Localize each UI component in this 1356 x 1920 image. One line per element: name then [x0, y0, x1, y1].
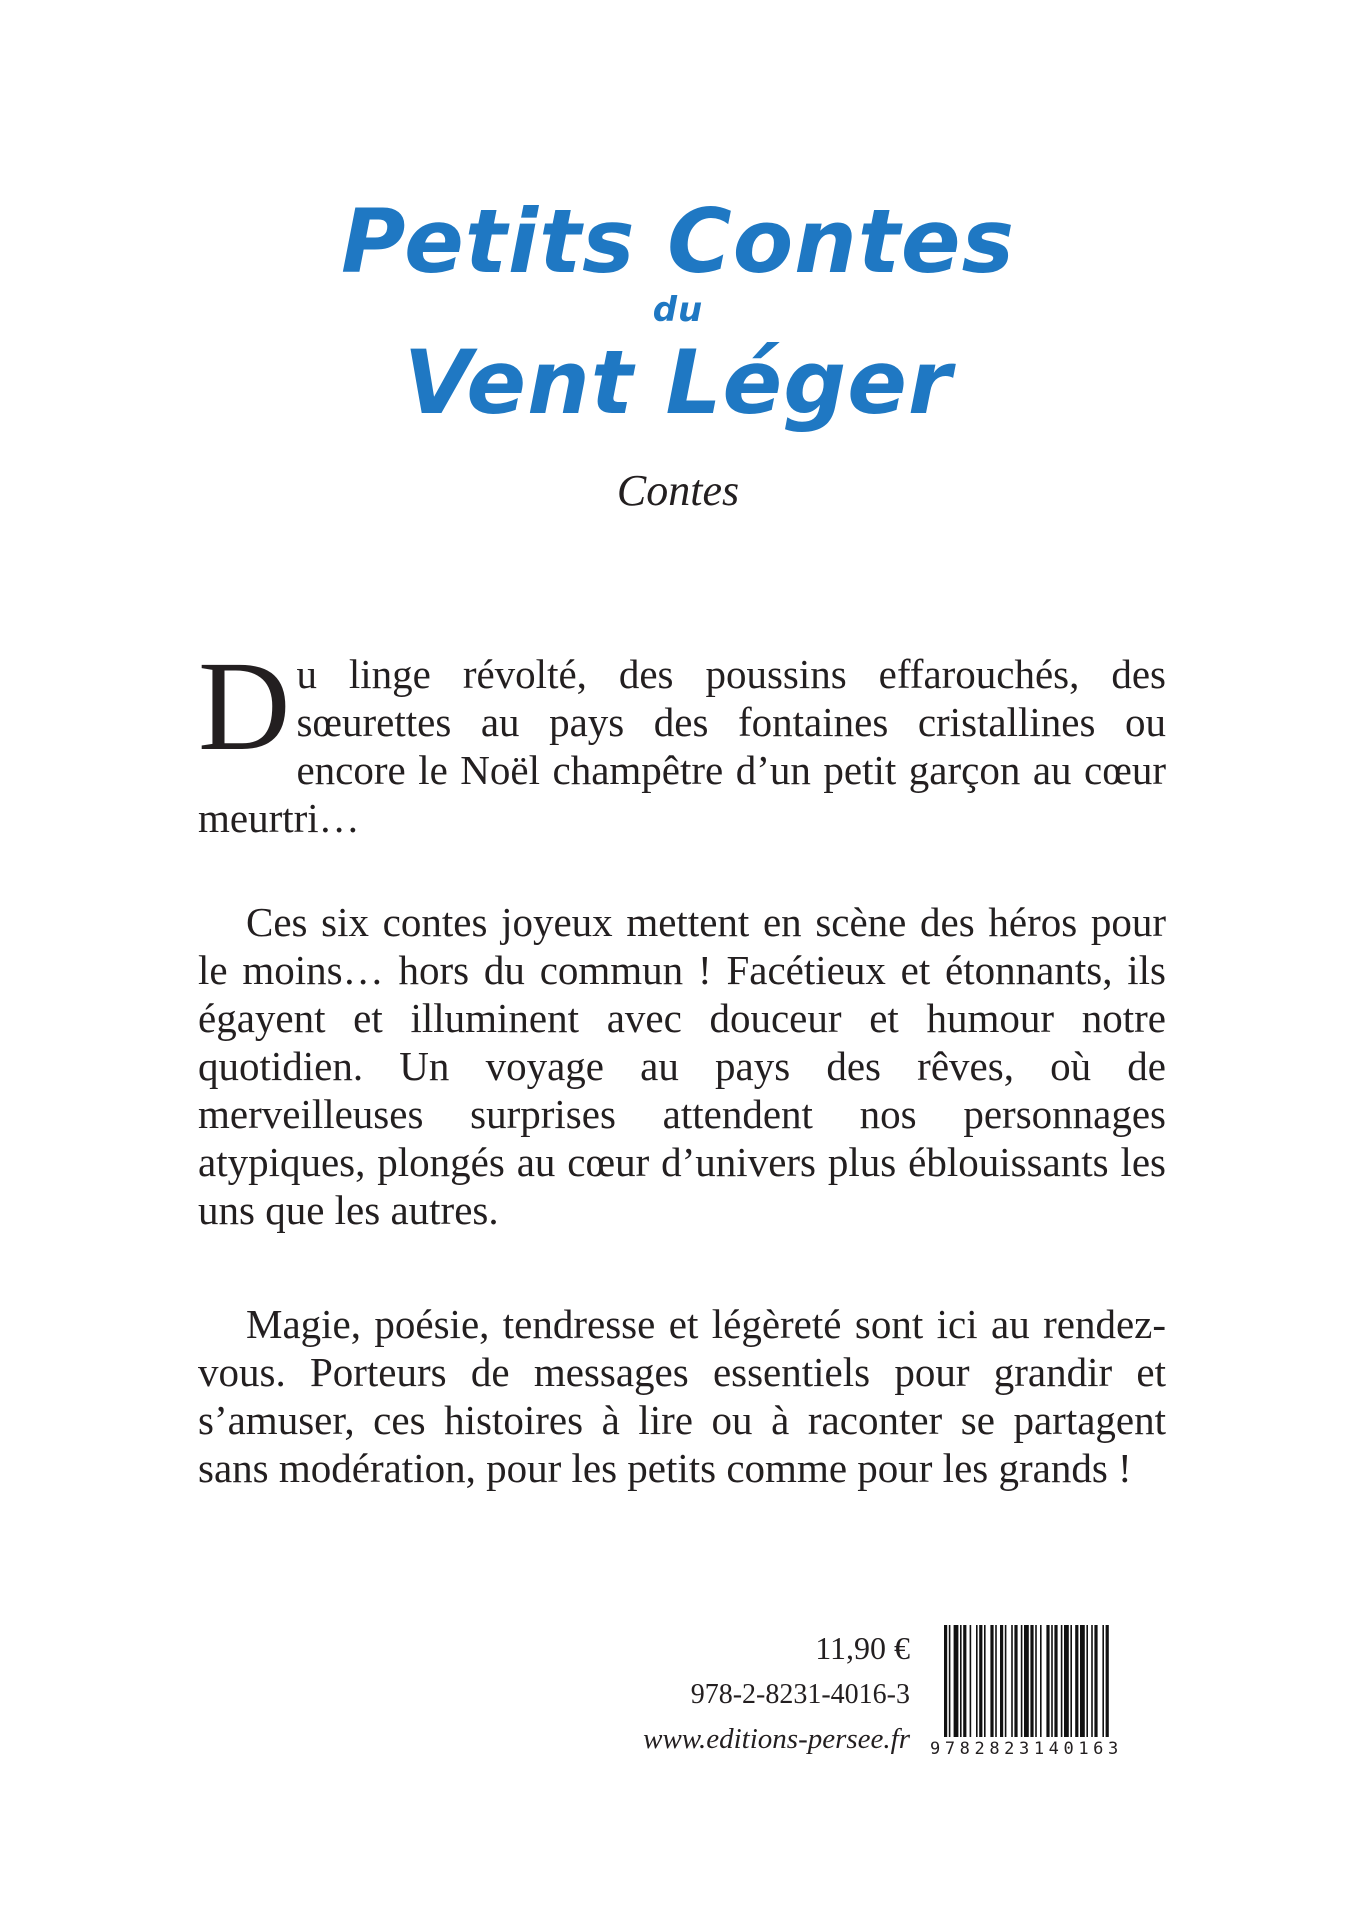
barcode-bar — [976, 1625, 978, 1737]
barcode-bar — [944, 1625, 947, 1737]
barcode-bar — [1024, 1625, 1029, 1737]
barcode-bar — [1064, 1625, 1069, 1737]
price: 11,90 € — [815, 1630, 910, 1666]
barcode-bar — [1075, 1625, 1078, 1737]
barcode-bar — [1014, 1625, 1017, 1737]
barcode-bar — [1086, 1625, 1088, 1737]
barcode-bar — [1094, 1625, 1097, 1737]
barcode-bar — [1091, 1625, 1093, 1737]
barcode-bar — [979, 1625, 982, 1737]
barcode-bar — [995, 1625, 997, 1737]
barcode-digits: 9782823140163 — [930, 1739, 1123, 1759]
barcode-bar — [1102, 1625, 1104, 1737]
barcode-bar — [970, 1625, 972, 1737]
barcode-bar — [1080, 1625, 1085, 1737]
barcode-bars-icon — [930, 1625, 1162, 1739]
barcode-bar — [1046, 1625, 1049, 1737]
book-title-line-2: Vent Léger — [403, 331, 953, 434]
blurb-paragraph-1 — [198, 635, 1166, 842]
barcode-bar — [1030, 1625, 1033, 1737]
barcode-bar — [954, 1625, 959, 1737]
barcode-bar — [1021, 1625, 1023, 1737]
barcode-bar — [1035, 1625, 1037, 1737]
barcode-bar — [1106, 1625, 1109, 1737]
barcode-bar — [1054, 1625, 1057, 1737]
barcode-bar — [949, 1625, 951, 1737]
barcode-bar — [984, 1625, 986, 1737]
barcode-bar — [963, 1625, 966, 1737]
publisher-url: www.editions-persee.fr — [643, 1723, 910, 1755]
book-title-du: du — [652, 290, 704, 330]
barcode-bar — [1000, 1625, 1003, 1737]
barcode-bar — [990, 1625, 993, 1737]
blurb-paragraph-2: Ces six contes joyeux mettent en scène des héros pour le moins… hors du commun ! Facétieux et étonnants, ils égayent et illuminent avec douceur et humour notre quotidien. Un voyage au pays des rêves, où de merveilleuses surprises attendent nos personnages atypiques, plongés au cœur d’univers plus éblouissants les uns que les autres. — [198, 899, 1166, 1233]
barcode-bar — [1051, 1625, 1053, 1737]
blurb-paragraph-3: Magie, poésie, tendresse et légèreté sont ici au rendez-vous. Porteurs de messages essentiels pour grandir et s’amuser, ces histoires à lire ou à raconter se partagent sans modération, pour les petits comme pour les grands ! — [198, 1301, 1166, 1491]
barcode — [930, 1625, 1162, 1757]
barcode-bar — [1011, 1625, 1013, 1737]
barcode-bar — [1070, 1625, 1072, 1737]
blurb-paragraph-1-text: u linge révolté, des poussins effarouchés, des sœurettes au pays des fontaines cristallines ou encore le Noël champêtre d’un petit garçon au cœur meurtri… — [198, 651, 1166, 841]
book-title-line-1: Petits Contes — [341, 190, 1015, 293]
drop-cap: D — [198, 635, 291, 777]
genre-label: Contes — [616, 466, 740, 515]
barcode-bar — [1040, 1625, 1042, 1737]
barcode-bar — [1061, 1625, 1063, 1737]
isbn: 978-2-8231-4016-3 — [690, 1679, 910, 1710]
barcode-bar — [960, 1625, 962, 1737]
barcode-bar — [1005, 1625, 1007, 1737]
